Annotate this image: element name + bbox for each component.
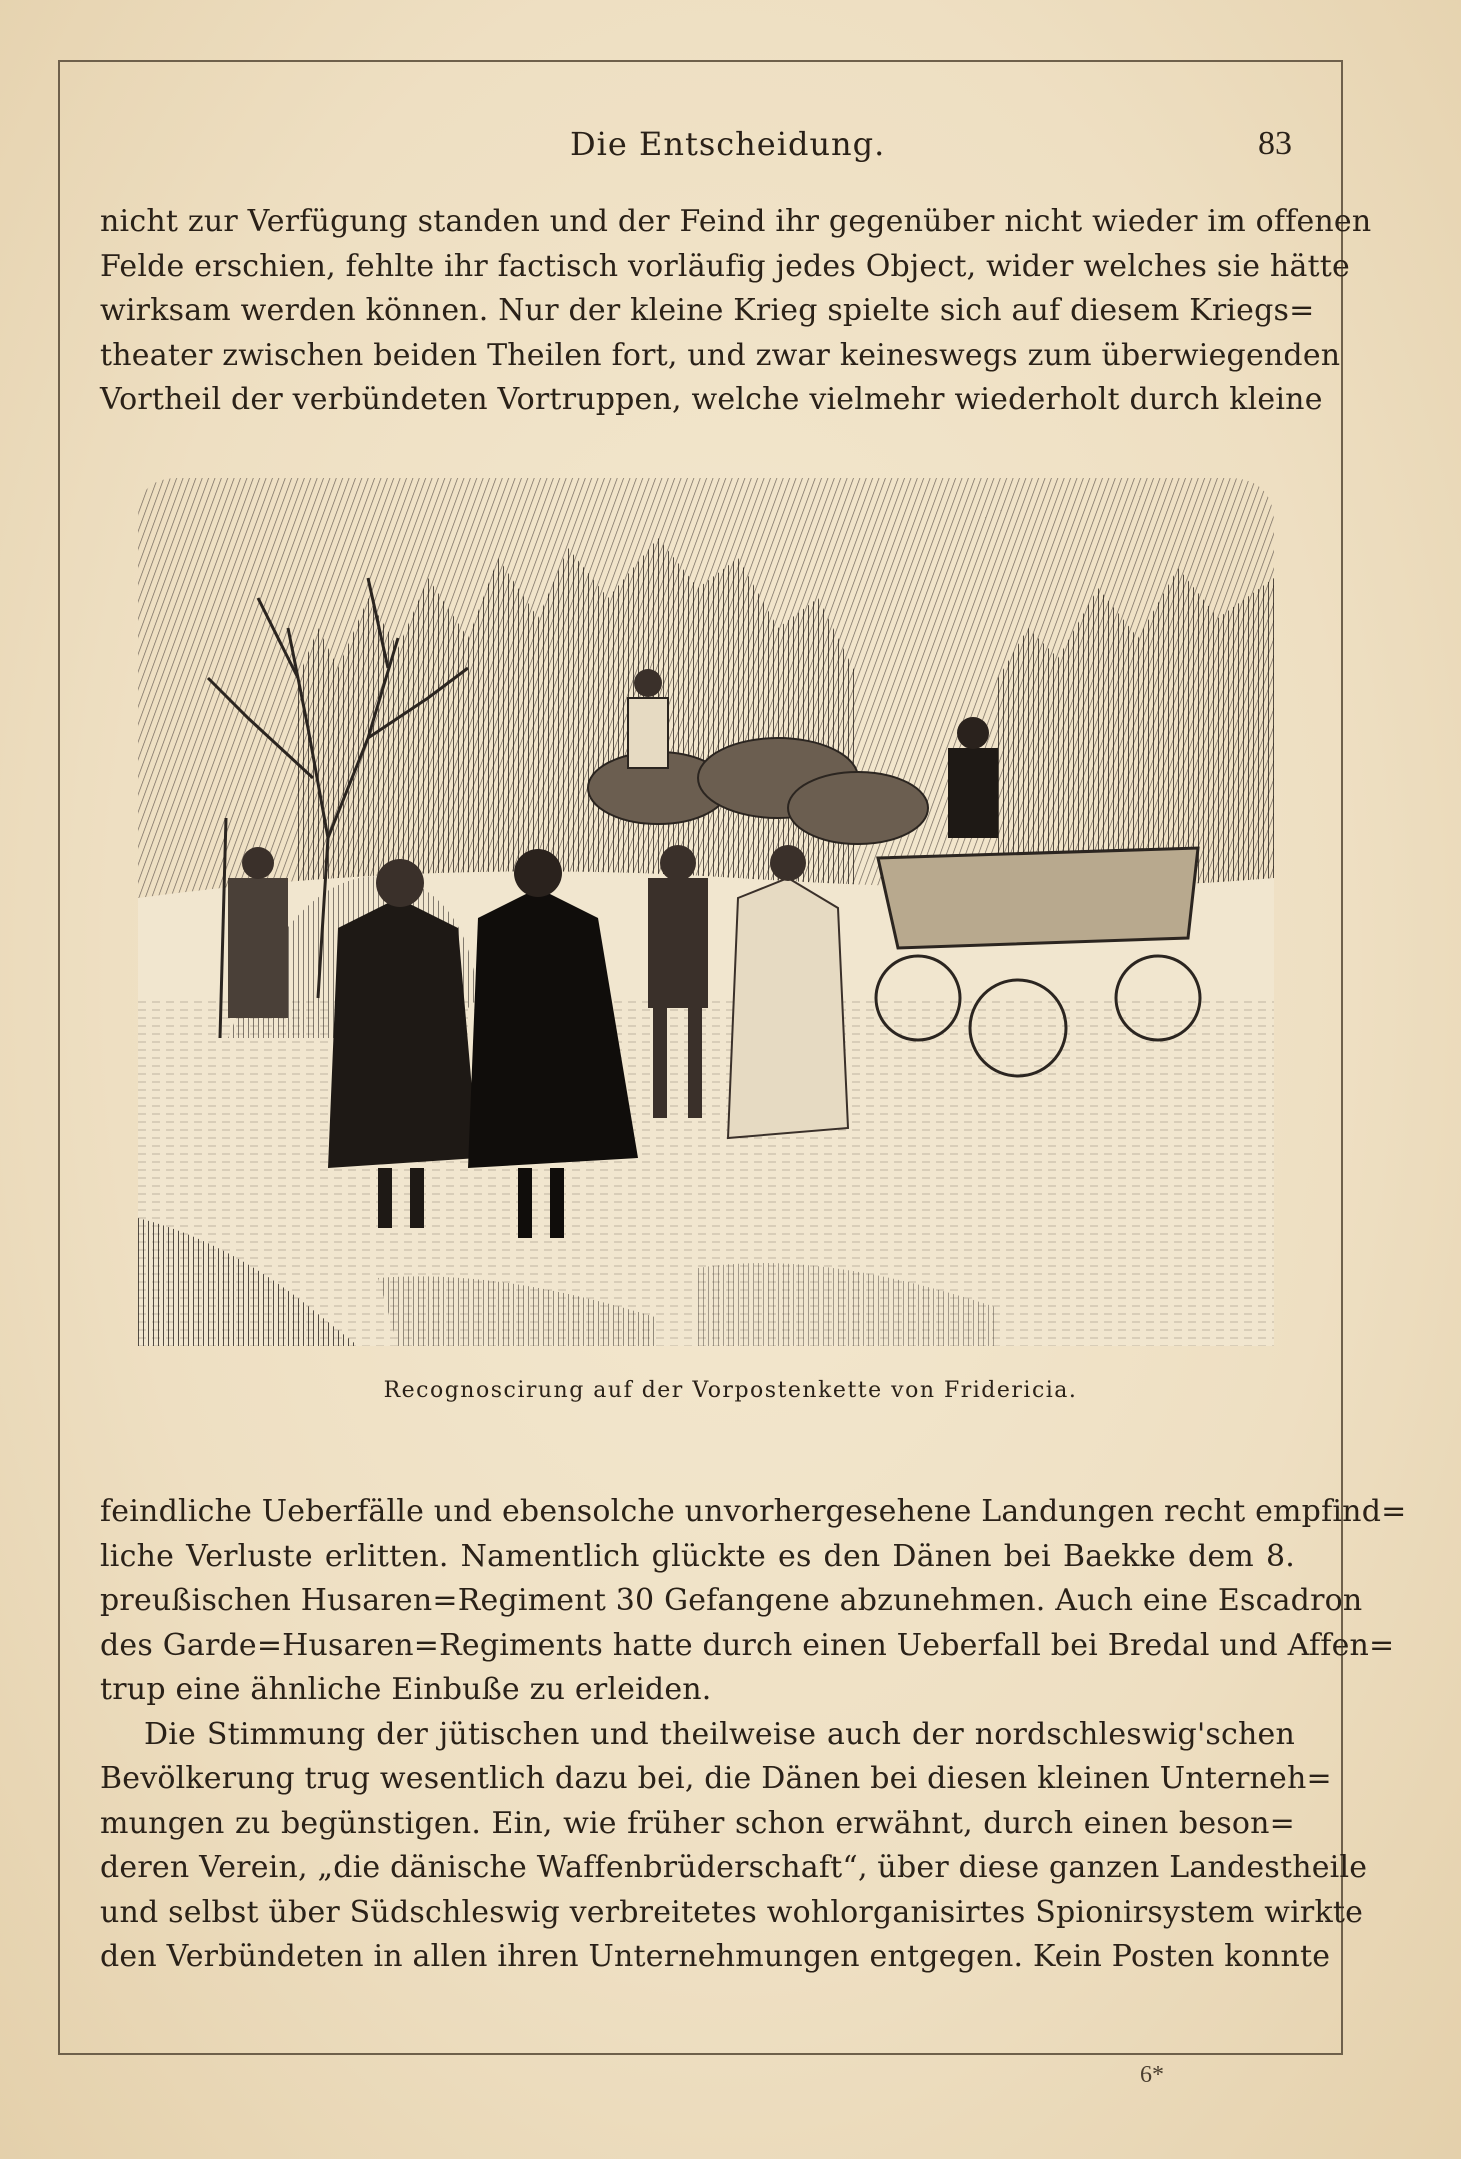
text-line: Vortheil der verbündeten Vortruppen, welche vielmehr wiederholt durch kleine xyxy=(100,382,1323,417)
engraving-svg xyxy=(138,478,1274,1346)
text-line: deren Verein, „die dänische Waffenbrüderschaft“, über diese ganzen Landestheile xyxy=(100,1850,1368,1885)
engraving-illustration xyxy=(138,478,1274,1346)
text-line: trup eine ähnliche Einbuße zu erleiden. xyxy=(100,1672,712,1707)
illustration-caption: Recognoscirung auf der Vorpostenkette von Fridericia. xyxy=(383,1378,1078,1403)
text-line: wirksam werden können. Nur der kleine Krieg spielte sich auf diesem Kriegs= xyxy=(100,293,1315,328)
text-line: des Garde=Husaren=Regiments hatte durch einen Ueberfall bei Bredal und Affen= xyxy=(100,1627,1395,1663)
running-head xyxy=(0,125,1461,171)
text-line: Die Stimmung der jütischen und theilweise auch der nordschleswig'schen xyxy=(144,1716,1295,1752)
text-line: und selbst über Südschleswig verbreitetes wohlorganisirtes Spionirsystem wirkte xyxy=(100,1894,1364,1930)
text-line: Bevölkerung trug wesentlich dazu bei, die Dänen bei diesen kleinen Unterneh= xyxy=(100,1761,1332,1796)
text-block-top xyxy=(100,200,1372,423)
text-block-bottom xyxy=(100,1490,1407,1980)
text-line: feindliche Ueberfälle und ebensolche unvorhergesehene Landungen recht empfind= xyxy=(100,1494,1407,1529)
text-line: theater zwischen beiden Theilen fort, und zwar keineswegs zum überwiegenden xyxy=(100,337,1341,373)
chapter-title: Die Entscheidung. xyxy=(570,125,886,163)
printer-signature: 6* xyxy=(1140,2062,1164,2088)
text-line: preußischen Husaren=Regiment 30 Gefangene abzunehmen. Auch eine Escadron xyxy=(100,1583,1363,1618)
text-line: nicht zur Verfügung standen und der Feind ihr gegenüber nicht wieder im offenen xyxy=(100,204,1372,239)
text-line: Felde erschien, fehlte ihr factisch vorläufig jedes Object, wider welches sie hätte xyxy=(100,248,1350,284)
page-number: 83 xyxy=(1258,125,1292,162)
text-line: mungen zu begünstigen. Ein, wie früher schon erwähnt, durch einen beson= xyxy=(100,1805,1295,1841)
text-line: den Verbündeten in allen ihren Unternehmungen entgegen. Kein Posten konnte xyxy=(100,1939,1331,1974)
text-line: liche Verluste erlitten. Namentlich glückte es den Dänen bei Baekke dem 8. xyxy=(100,1538,1295,1574)
